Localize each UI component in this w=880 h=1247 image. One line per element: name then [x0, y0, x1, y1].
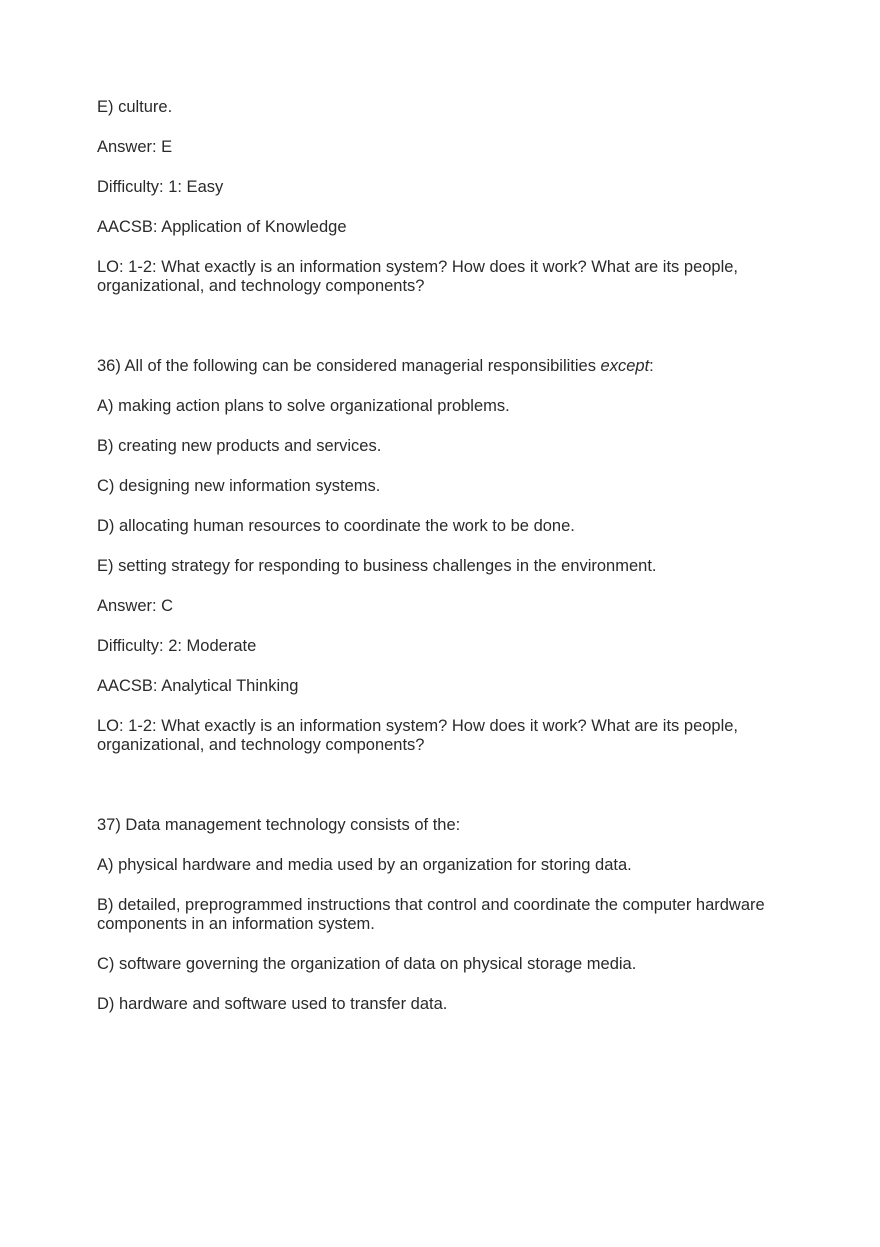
stem-prefix: 36) All of the following can be considered managerial responsibilities: [97, 357, 601, 375]
option-e: E) culture.: [97, 98, 173, 116]
option-d: D) hardware and software used to transfer data.: [97, 995, 448, 1013]
question-36: [97, 357, 797, 755]
lo-line: LO: 1-2: What exactly is an information system? How does it work? What are its people, organizational, and technology components?: [97, 717, 739, 754]
option-d: D) allocating human resources to coordinate the work to be done.: [97, 517, 575, 535]
answer-line: Answer: C: [97, 597, 174, 615]
question-37: [97, 816, 797, 1014]
difficulty-line: Difficulty: 1: Easy: [97, 178, 224, 196]
aacsb-line: AACSB: Application of Knowledge: [97, 218, 347, 236]
question-stem: [97, 357, 797, 376]
option-c: C) software governing the organization of data on physical storage media.: [97, 955, 637, 973]
option-a: A) physical hardware and media used by an organization for storing data.: [97, 856, 632, 874]
option-b: B) creating new products and services.: [97, 437, 382, 455]
question-35-tail: [97, 98, 797, 296]
stem-emphasis: except: [600, 357, 650, 375]
aacsb-line: AACSB: Analytical Thinking: [97, 677, 299, 695]
option-a: A) making action plans to solve organizational problems.: [97, 397, 510, 415]
section-gap: [97, 317, 797, 357]
stem-suffix: :: [649, 357, 654, 375]
option-b: B) detailed, preprogrammed instructions that control and coordinate the computer hardware components in an information system.: [97, 896, 765, 933]
option-e: E) setting strategy for responding to business challenges in the environment.: [97, 557, 657, 575]
option-c: C) designing new information systems.: [97, 477, 381, 495]
document-page: [97, 98, 797, 1035]
answer-line: Answer: E: [97, 138, 173, 156]
question-stem: 37) Data management technology consists of the:: [97, 816, 461, 834]
lo-line: LO: 1-2: What exactly is an information system? How does it work? What are its people, organizational, and technology components?: [97, 258, 739, 295]
section-gap: [97, 776, 797, 816]
difficulty-line: Difficulty: 2: Moderate: [97, 637, 257, 655]
